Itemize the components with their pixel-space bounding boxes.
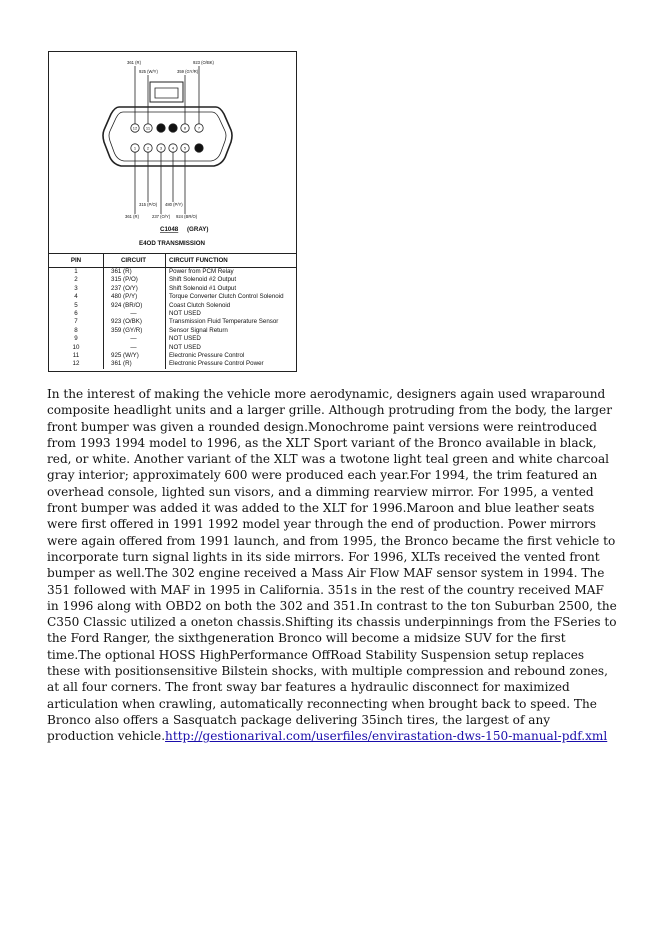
table-row bbox=[49, 352, 296, 360]
table-row bbox=[49, 360, 296, 368]
pin-label: 4 bbox=[171, 145, 175, 151]
pin-cell: 4 bbox=[74, 293, 78, 301]
connector-body bbox=[103, 107, 232, 166]
function-cell: Sensor Signal Return bbox=[169, 326, 228, 334]
wire-label-top: 361 (R) bbox=[127, 60, 141, 65]
wire-label-bottom: 924 (BR/O) bbox=[176, 214, 198, 219]
wire-label-bottom: 237 (O/Y) bbox=[152, 214, 171, 219]
top-pin-row bbox=[131, 124, 203, 132]
circuit-cell: 924 (BR/O) bbox=[104, 302, 166, 310]
pin-cell: 11 bbox=[72, 352, 80, 360]
pin-label: 7 bbox=[197, 125, 201, 131]
table-row bbox=[49, 302, 296, 310]
function-cell: NOT USED bbox=[169, 310, 201, 318]
table-row bbox=[49, 310, 296, 318]
function-cell: Shift Solenoid #1 Output bbox=[169, 284, 237, 292]
pin-cell: 2 bbox=[74, 276, 78, 284]
table-row bbox=[49, 327, 296, 335]
pin-table bbox=[49, 253, 296, 369]
function-cell: Transmission Fluid Temperature Sensor bbox=[169, 318, 279, 326]
pin-cell: 10 bbox=[72, 343, 80, 351]
table-row bbox=[49, 276, 296, 284]
pin-cell: 7 bbox=[74, 318, 78, 326]
bottom-pin-row bbox=[131, 144, 203, 152]
top-wires bbox=[135, 66, 199, 127]
column-header: CIRCUIT FUNCTION bbox=[166, 254, 297, 268]
pin-cell: 12 bbox=[72, 360, 80, 368]
pin-6 bbox=[195, 144, 203, 152]
circuit-cell: — bbox=[104, 344, 166, 352]
table-row bbox=[49, 318, 296, 326]
pin-label: 11 bbox=[145, 125, 151, 131]
circuit-cell: 359 (GY/R) bbox=[104, 327, 166, 335]
pin-label: 1 bbox=[133, 145, 137, 151]
article-link[interactable]: http://gestionarival.com/userfiles/envirastation-dws-150-manual-pdf.xml bbox=[165, 729, 608, 744]
circuit-cell: — bbox=[104, 335, 166, 343]
column-header: PIN bbox=[49, 254, 104, 268]
article-body: In the interest of making the vehicle more aerodynamic, designers again used wraparound composite headlight units and a larger grille. Although protruding from the body, the larger front bumper was given a rounded design.Monochrome paint versions were reintroduced from 1993 1994 model to 1996, as the XLT Sport variant of the Bronco available in black, red, or white. Another variant of the XLT was a twotone light teal green and white charcoal gray interior; approximately 600 were produced each year.For 1994, the trim featured an overhead console, lighted sun visors, and a dimming rearview mirror. For 1995, a vented front bumper was added it was added to the XLT for 1996.Maroon and blue leather seats were first offered in 1991 1992 model year through the end of production. Power mirrors were again offered from 1991 launch, and from 1995, the Bronco became the first vehicle to incorporate turn signal lights in its side mirrors. For 1996, XLTs received the vented front bumper as well.The 302 engine received a Mass Air Flow MAF sensor system in 1994. The 351 followed with MAF in 1995 in California. 351s in the rest of the country received MAF in 1996 along with OBD2 on both the 302 and 351.In contrast to the ton Suburban 2500, the C350 Classic utilized a oneton chassis.Shifting its chassis underpinnings from the FSeries to the Ford Ranger, the sixthgeneration Bronco will become a midsize SUV for the first time.The optional HOSS HighPerformance OffRoad Stability Suspension setup replaces these with positionsensitive Bilstein shocks, with multiple compression and rebound zones, at all four corners. The front sway bar features a hydraulic disconnect for maximized articulation when crawling, automatically reconnecting when brought back to speed. The Bronco also offers a Sasquatch package delivering 35inch tires, the largest of any production vehicle. bbox=[47, 387, 617, 744]
table-row bbox=[49, 268, 296, 277]
function-cell: Coast Clutch Solenoid bbox=[169, 301, 231, 309]
connector-body-inner bbox=[109, 112, 226, 161]
circuit-cell: 315 (P/O) bbox=[104, 276, 166, 284]
wire-label-bottom: 480 (P/Y) bbox=[165, 202, 183, 207]
circuit-cell: 480 (P/Y) bbox=[104, 293, 166, 301]
connector-color: (GRAY) bbox=[187, 226, 209, 233]
connector-figure bbox=[48, 51, 297, 372]
pin-label: 5 bbox=[183, 145, 187, 151]
figure-title: E4OD TRANSMISSION bbox=[138, 240, 206, 247]
wire-label-top: 925 (W/Y) bbox=[139, 69, 158, 74]
pin-cell: 6 bbox=[74, 310, 78, 318]
function-cell: Shift Solenoid #2 Output bbox=[169, 276, 237, 284]
circuit-cell: 237 (O/Y) bbox=[104, 285, 166, 293]
connector-diagram bbox=[49, 52, 296, 252]
function-cell: Electronic Pressure Control bbox=[169, 352, 245, 360]
table-row bbox=[49, 285, 296, 293]
pin-cell: 3 bbox=[74, 284, 78, 292]
wire-label-top: 359 (GY/R) bbox=[177, 69, 199, 74]
locking-tab-inner bbox=[155, 88, 178, 98]
pin-cell: 9 bbox=[74, 335, 78, 343]
circuit-cell: — bbox=[104, 310, 166, 318]
function-cell: NOT USED bbox=[169, 335, 201, 343]
circuit-cell: 361 (R) bbox=[104, 360, 166, 368]
function-cell: NOT USED bbox=[169, 343, 201, 351]
pin-cell: 5 bbox=[74, 301, 78, 309]
function-cell: Power from PCM Relay bbox=[169, 268, 234, 275]
circuit-cell: 923 (O/BK) bbox=[104, 318, 166, 326]
pin-label: 12 bbox=[132, 125, 138, 131]
wire-label-bottom: 315 (P/O) bbox=[139, 202, 158, 207]
function-cell: Electronic Pressure Control Power bbox=[169, 360, 264, 368]
pin-label: 2 bbox=[146, 145, 150, 151]
pin-cell: 1 bbox=[74, 268, 78, 275]
wire-label-bottom: 361 (R) bbox=[125, 214, 139, 219]
article-paragraph bbox=[47, 386, 617, 745]
pin-9 bbox=[169, 124, 177, 132]
pin-label: 3 bbox=[159, 145, 163, 151]
wire-label-top: 923 (O/BK) bbox=[193, 60, 214, 65]
function-cell: Torque Converter Clutch Control Solenoid bbox=[169, 293, 284, 301]
column-header: CIRCUIT bbox=[104, 254, 166, 268]
pin-label: 8 bbox=[183, 125, 187, 131]
table-header-row bbox=[49, 254, 296, 268]
circuit-cell: 925 (W/Y) bbox=[104, 352, 166, 360]
circuit-cell: 361 (R) bbox=[104, 268, 166, 277]
table-row bbox=[49, 293, 296, 301]
pin-10 bbox=[157, 124, 165, 132]
table-row bbox=[49, 335, 296, 343]
pin-cell: 8 bbox=[74, 326, 78, 334]
table-row bbox=[49, 344, 296, 352]
connector-id: C1048 bbox=[160, 226, 179, 233]
